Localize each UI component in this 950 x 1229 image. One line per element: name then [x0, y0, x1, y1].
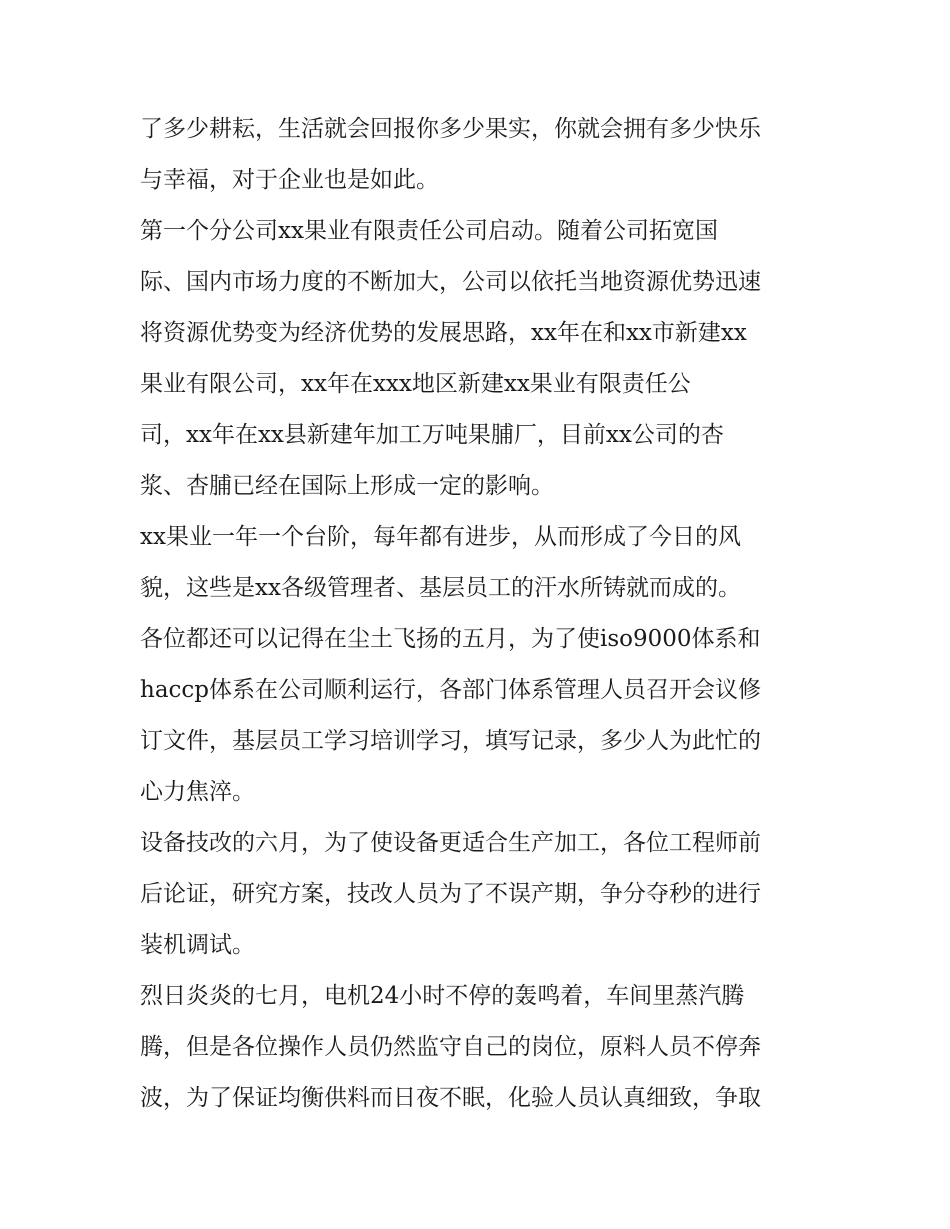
text-line: 际、国内市场力度的不断加大，公司以依托当地资源优势迅速 [140, 269, 761, 295]
text-line: 订文件，基层员工学习培训学习，填写记录，多少人为此忙的 [140, 728, 761, 754]
text-line: 第一个分公司xx果业有限责任公司启动。随着公司拓宽国 [140, 218, 718, 244]
text-line: 与幸福，对于企业也是如此。 [140, 167, 439, 193]
document-body [140, 104, 830, 1124]
text-line: 浆、杏脯已经在国际上形成一定的影响。 [140, 473, 554, 499]
text-line: haccp体系在公司顺利运行，各部门体系管理人员召开会议修 [140, 677, 762, 703]
text-line: xx果业一年一个台阶，每年都有进步，从而形成了今日的风 [140, 524, 741, 550]
text-line: 将资源优势变为经济优势的发展思路，xx年在和xx市新建xx [140, 320, 747, 346]
text-line: 腾，但是各位操作人员仍然监守自己的岗位，原料人员不停奔 [140, 1034, 761, 1060]
text-line: 烈日炎炎的七月，电机24小时不停的轰鸣着，车间里蒸汽腾 [140, 983, 745, 1009]
text-line: 心力焦淬。 [140, 779, 255, 805]
text-line: 各位都还可以记得在尘土飞扬的五月，为了使iso9000体系和 [140, 626, 761, 652]
text-line: 果业有限公司，xx年在xxx地区新建xx果业有限责任公 [140, 371, 691, 397]
text-line: 后论证，研究方案，技改人员为了不误产期，争分夺秒的进行 [140, 881, 761, 907]
text-line: 司，xx年在xx县新建年加工万吨果脯厂，目前xx公司的杏 [140, 422, 724, 448]
text-line: 貌，这些是xx各级管理者、基层员工的汗水所铸就而成的。 [140, 575, 741, 601]
text-line: 了多少耕耘，生活就会回报你多少果实，你就会拥有多少快乐 [140, 116, 761, 142]
text-line: 装机调试。 [140, 932, 255, 958]
text-line: 波，为了保证均衡供料而日夜不眠，化验人员认真细致，争取 [140, 1085, 761, 1111]
text-line: 设备技改的六月，为了使设备更适合生产加工，各位工程师前 [140, 830, 761, 856]
